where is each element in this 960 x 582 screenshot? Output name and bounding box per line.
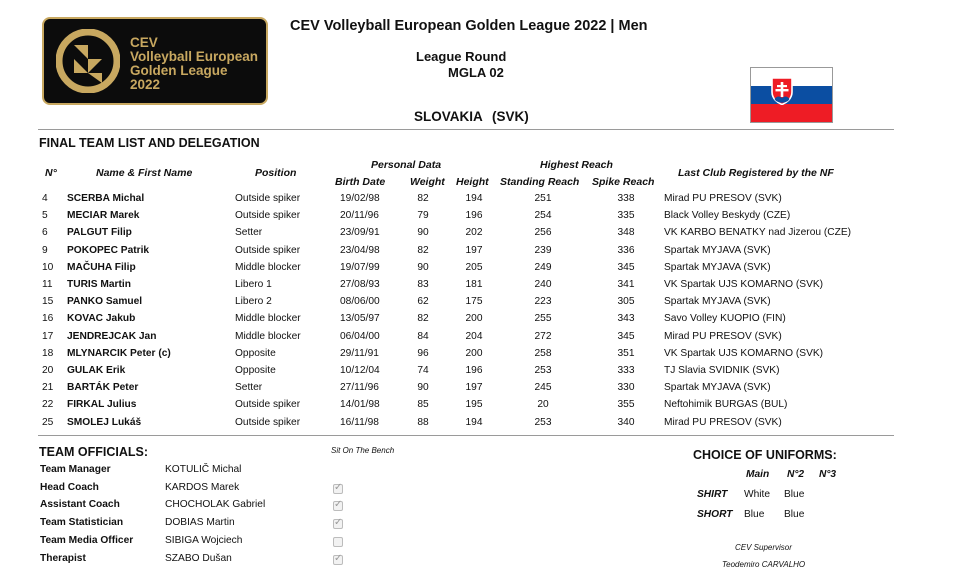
player-height: 205 bbox=[465, 261, 483, 273]
player-name: MECIAR Marek bbox=[67, 210, 140, 222]
player-weight: 90 bbox=[417, 227, 429, 239]
shirt-no2-color: Blue bbox=[784, 489, 805, 500]
player-weight: 82 bbox=[417, 244, 429, 256]
cev-emblem-icon bbox=[56, 29, 120, 93]
player-name: GULAK Erik bbox=[67, 365, 126, 376]
bench-checkbox[interactable] bbox=[333, 519, 343, 529]
document-title: CEV Volleyball European Golden League 2022 | Men bbox=[290, 18, 648, 34]
coat-of-arms-icon bbox=[771, 77, 793, 105]
bench-checkbox[interactable] bbox=[333, 537, 343, 547]
player-name: POKOPEC Patrik bbox=[67, 244, 150, 256]
player-row bbox=[0, 262, 960, 279]
supervisor-label: CEV Supervisor bbox=[735, 543, 792, 552]
player-number: 10 bbox=[42, 261, 54, 273]
player-spike-reach: 341 bbox=[617, 279, 635, 290]
col-header-personal-data: Personal Data bbox=[371, 159, 442, 171]
section-title: FINAL TEAM LIST AND DELEGATION bbox=[39, 136, 260, 150]
player-row bbox=[0, 193, 960, 210]
player-position: Opposite bbox=[235, 347, 276, 359]
player-birth-date: 14/01/98 bbox=[340, 399, 380, 411]
player-birth-date: 23/04/98 bbox=[340, 244, 380, 256]
player-spike-reach: 330 bbox=[617, 382, 635, 394]
player-birth-date: 06/04/00 bbox=[340, 330, 380, 342]
bench-checkbox[interactable] bbox=[333, 555, 343, 565]
player-standing-reach: 20 bbox=[537, 399, 549, 411]
player-standing-reach: 253 bbox=[534, 416, 552, 428]
player-height: 200 bbox=[465, 313, 483, 325]
match-code: MGLA 02 bbox=[448, 65, 504, 80]
player-spike-reach: 336 bbox=[617, 244, 635, 256]
player-last-club: Spartak MYJAVA (SVK) bbox=[664, 244, 771, 256]
player-row bbox=[0, 279, 960, 296]
player-position: Outside spiker bbox=[235, 193, 301, 204]
player-position: Outside spiker bbox=[235, 416, 301, 428]
player-last-club: Black Volley Beskydy (CZE) bbox=[664, 210, 791, 222]
round-label: League Round bbox=[416, 49, 507, 64]
player-position: Setter bbox=[235, 227, 263, 239]
player-height: 195 bbox=[465, 399, 483, 411]
player-spike-reach: 343 bbox=[617, 313, 635, 325]
player-standing-reach: 254 bbox=[534, 210, 552, 222]
logo-line-4: 2022 bbox=[130, 77, 161, 92]
cev-golden-league-logo bbox=[42, 17, 268, 105]
player-position: Middle blocker bbox=[235, 261, 301, 273]
player-spike-reach: 345 bbox=[617, 330, 635, 342]
uniform-header-no2: N°2 bbox=[787, 469, 805, 480]
player-number: 17 bbox=[42, 330, 54, 342]
player-last-club: Savo Volley KUOPIO (FIN) bbox=[664, 313, 786, 325]
player-position: Libero 2 bbox=[235, 296, 272, 308]
player-weight: 74 bbox=[417, 365, 429, 376]
player-number: 22 bbox=[42, 399, 54, 411]
col-header-standing-reach: Standing Reach bbox=[500, 176, 580, 188]
player-row bbox=[0, 399, 960, 416]
official-name: CHOCHOLAK Gabriel bbox=[165, 499, 266, 511]
player-spike-reach: 338 bbox=[617, 193, 635, 204]
player-height: 196 bbox=[465, 365, 483, 376]
player-standing-reach: 253 bbox=[534, 365, 552, 376]
player-name: FIRKAL Julius bbox=[67, 399, 137, 411]
short-no2-color: Blue bbox=[784, 509, 805, 520]
player-position: Middle blocker bbox=[235, 330, 301, 342]
player-standing-reach: 245 bbox=[534, 382, 552, 394]
player-weight: 83 bbox=[417, 279, 429, 290]
player-height: 181 bbox=[465, 279, 483, 290]
player-row bbox=[0, 331, 960, 348]
player-last-club: VK KARBO BENATKY nad Jizerou (CZE) bbox=[664, 227, 852, 239]
col-header-weight: Weight bbox=[410, 176, 445, 188]
col-header-spike-reach: Spike Reach bbox=[592, 176, 655, 188]
player-height: 204 bbox=[465, 330, 483, 342]
logo-line-2: Volleyball European bbox=[130, 49, 259, 64]
player-position: Setter bbox=[235, 382, 263, 394]
logo-wordmark bbox=[130, 36, 258, 92]
official-role: Team Statistician bbox=[40, 517, 124, 529]
col-header-last-club: Last Club Registered by the NF bbox=[678, 167, 834, 179]
player-birth-date: 19/07/99 bbox=[340, 261, 380, 273]
short-main-color: Blue bbox=[744, 509, 765, 520]
player-weight: 82 bbox=[417, 313, 429, 325]
short-label: SHORT bbox=[697, 509, 733, 520]
player-height: 200 bbox=[465, 347, 483, 359]
player-number: 5 bbox=[42, 210, 48, 222]
official-name: KOTULIČ Michal bbox=[165, 464, 242, 475]
player-birth-date: 08/06/00 bbox=[340, 296, 380, 308]
player-name: KOVAC Jakub bbox=[67, 313, 136, 325]
col-header-highest-reach: Highest Reach bbox=[540, 159, 613, 171]
col-header-birth-date: Birth Date bbox=[335, 176, 386, 188]
player-row bbox=[0, 313, 960, 330]
player-birth-date: 23/09/91 bbox=[340, 227, 380, 239]
player-number: 4 bbox=[42, 193, 48, 204]
player-weight: 84 bbox=[417, 330, 429, 342]
player-name: MLYNARCIK Peter (c) bbox=[67, 347, 171, 359]
player-spike-reach: 335 bbox=[617, 210, 635, 222]
player-last-club: Spartak MYJAVA (SVK) bbox=[664, 382, 771, 394]
player-name: PANKO Samuel bbox=[67, 296, 143, 308]
player-last-club: Spartak MYJAVA (SVK) bbox=[664, 261, 771, 273]
col-header-position: Position bbox=[255, 167, 297, 179]
player-standing-reach: 239 bbox=[534, 244, 552, 256]
official-name: SIBIGA Wojciech bbox=[165, 534, 243, 546]
header-divider bbox=[38, 129, 894, 130]
player-standing-reach: 240 bbox=[534, 279, 552, 290]
col-header-height: Height bbox=[456, 176, 489, 188]
player-name: SCERBA Michal bbox=[67, 193, 145, 204]
supervisor-name: Teodemiro CARVALHO bbox=[722, 560, 806, 569]
slovakia-flag bbox=[750, 67, 833, 123]
player-row bbox=[0, 348, 960, 365]
player-row bbox=[0, 296, 960, 313]
player-birth-date: 16/11/98 bbox=[340, 416, 379, 428]
player-birth-date: 19/02/98 bbox=[340, 193, 380, 204]
uniform-header-no3: N°3 bbox=[819, 469, 837, 480]
player-last-club: VK Spartak UJS KOMARNO (SVK) bbox=[664, 347, 824, 359]
player-last-club: TJ Slavia SVIDNIK (SVK) bbox=[664, 365, 780, 376]
player-row bbox=[0, 382, 960, 399]
player-birth-date: 27/08/93 bbox=[340, 279, 380, 290]
player-spike-reach: 355 bbox=[617, 399, 635, 411]
player-spike-reach: 340 bbox=[617, 416, 635, 428]
player-position: Outside spiker bbox=[235, 210, 301, 222]
player-weight: 90 bbox=[417, 382, 429, 394]
player-name: MAČUHA Filip bbox=[67, 261, 136, 273]
official-role: Team Manager bbox=[40, 464, 111, 475]
player-number: 25 bbox=[42, 416, 54, 428]
player-spike-reach: 305 bbox=[617, 296, 635, 308]
player-number: 11 bbox=[42, 279, 53, 290]
player-number: 15 bbox=[42, 296, 54, 308]
player-name: JENDREJCAK Jan bbox=[67, 330, 157, 342]
player-spike-reach: 351 bbox=[617, 347, 635, 359]
shirt-main-color: White bbox=[744, 489, 771, 500]
player-spike-reach: 348 bbox=[617, 227, 635, 239]
player-standing-reach: 255 bbox=[534, 313, 552, 325]
player-last-club: VK Spartak UJS KOMARNO (SVK) bbox=[664, 279, 824, 290]
flag-stripe-red bbox=[751, 104, 832, 122]
official-role: Therapist bbox=[40, 552, 86, 564]
player-row bbox=[0, 210, 960, 227]
player-number: 21 bbox=[42, 382, 54, 394]
player-name: BARTÁK Peter bbox=[67, 382, 139, 394]
col-header-name: Name & First Name bbox=[96, 167, 193, 179]
player-standing-reach: 223 bbox=[534, 296, 552, 308]
player-number: 16 bbox=[42, 313, 54, 325]
player-standing-reach: 249 bbox=[534, 261, 552, 273]
player-standing-reach: 256 bbox=[534, 227, 552, 239]
player-weight: 90 bbox=[417, 261, 429, 273]
player-number: 9 bbox=[42, 244, 48, 256]
player-weight: 82 bbox=[417, 193, 429, 204]
player-position: Middle blocker bbox=[235, 313, 301, 325]
player-row bbox=[0, 245, 960, 262]
player-spike-reach: 345 bbox=[617, 261, 635, 273]
player-standing-reach: 272 bbox=[534, 330, 552, 342]
player-standing-reach: 251 bbox=[534, 193, 552, 204]
table-bottom-divider bbox=[38, 435, 894, 436]
col-header-number: N° bbox=[45, 167, 57, 179]
player-weight: 85 bbox=[417, 399, 429, 411]
player-weight: 79 bbox=[417, 210, 429, 222]
bench-checkbox[interactable] bbox=[333, 484, 343, 494]
player-row bbox=[0, 417, 960, 434]
player-spike-reach: 333 bbox=[617, 365, 635, 376]
player-height: 197 bbox=[465, 382, 483, 394]
player-height: 175 bbox=[465, 296, 483, 308]
official-role: Head Coach bbox=[40, 481, 99, 493]
player-weight: 62 bbox=[417, 296, 429, 308]
player-row bbox=[0, 365, 960, 382]
player-last-club: Spartak MYJAVA (SVK) bbox=[664, 296, 771, 308]
player-birth-date: 29/11/91 bbox=[340, 347, 379, 359]
logo-line-1: CEV bbox=[130, 35, 158, 50]
player-name: PALGUT Filip bbox=[67, 227, 132, 239]
official-name: SZABO Dušan bbox=[165, 552, 232, 564]
official-name: DOBIAS Martin bbox=[165, 517, 235, 529]
shirt-label: SHIRT bbox=[697, 489, 728, 500]
player-birth-date: 10/12/04 bbox=[340, 365, 380, 376]
player-height: 197 bbox=[465, 244, 483, 256]
logo-line-3: Golden League bbox=[130, 63, 228, 78]
player-height: 196 bbox=[465, 210, 483, 222]
player-weight: 96 bbox=[417, 347, 429, 359]
uniform-header-main: Main bbox=[746, 469, 770, 480]
player-last-club: Mirad PU PRESOV (SVK) bbox=[664, 416, 782, 428]
player-number: 18 bbox=[42, 347, 54, 359]
player-number: 20 bbox=[42, 365, 54, 376]
player-name: TURIS Martin bbox=[67, 279, 131, 290]
player-last-club: Mirad PU PRESOV (SVK) bbox=[664, 193, 782, 204]
official-name: KARDOS Marek bbox=[165, 481, 240, 493]
player-birth-date: 20/11/96 bbox=[340, 210, 379, 222]
team-name: SLOVAKIA (SVK) bbox=[414, 109, 529, 124]
player-height: 194 bbox=[465, 193, 483, 204]
player-last-club: Mirad PU PRESOV (SVK) bbox=[664, 330, 782, 342]
player-height: 194 bbox=[465, 416, 483, 428]
player-birth-date: 13/05/97 bbox=[340, 313, 380, 325]
player-position: Libero 1 bbox=[235, 279, 272, 290]
officials-title: TEAM OFFICIALS: bbox=[39, 445, 149, 459]
player-name: SMOLEJ Lukáš bbox=[67, 416, 142, 428]
sit-on-bench-label: Sit On The Bench bbox=[331, 446, 395, 455]
official-role: Team Media Officer bbox=[40, 534, 134, 546]
player-row bbox=[0, 227, 960, 244]
player-height: 202 bbox=[465, 227, 483, 239]
player-position: Outside spiker bbox=[235, 244, 301, 256]
player-weight: 88 bbox=[417, 416, 429, 428]
player-number: 6 bbox=[42, 227, 48, 239]
player-birth-date: 27/11/96 bbox=[340, 382, 379, 394]
official-role: Assistant Coach bbox=[40, 499, 120, 511]
uniforms-title: CHOICE OF UNIFORMS: bbox=[693, 448, 837, 462]
player-standing-reach: 258 bbox=[534, 347, 552, 359]
player-last-club: Neftohimik BURGAS (BUL) bbox=[664, 399, 788, 411]
player-position: Outside spiker bbox=[235, 399, 301, 411]
player-position: Opposite bbox=[235, 365, 276, 376]
bench-checkbox[interactable] bbox=[333, 501, 343, 511]
